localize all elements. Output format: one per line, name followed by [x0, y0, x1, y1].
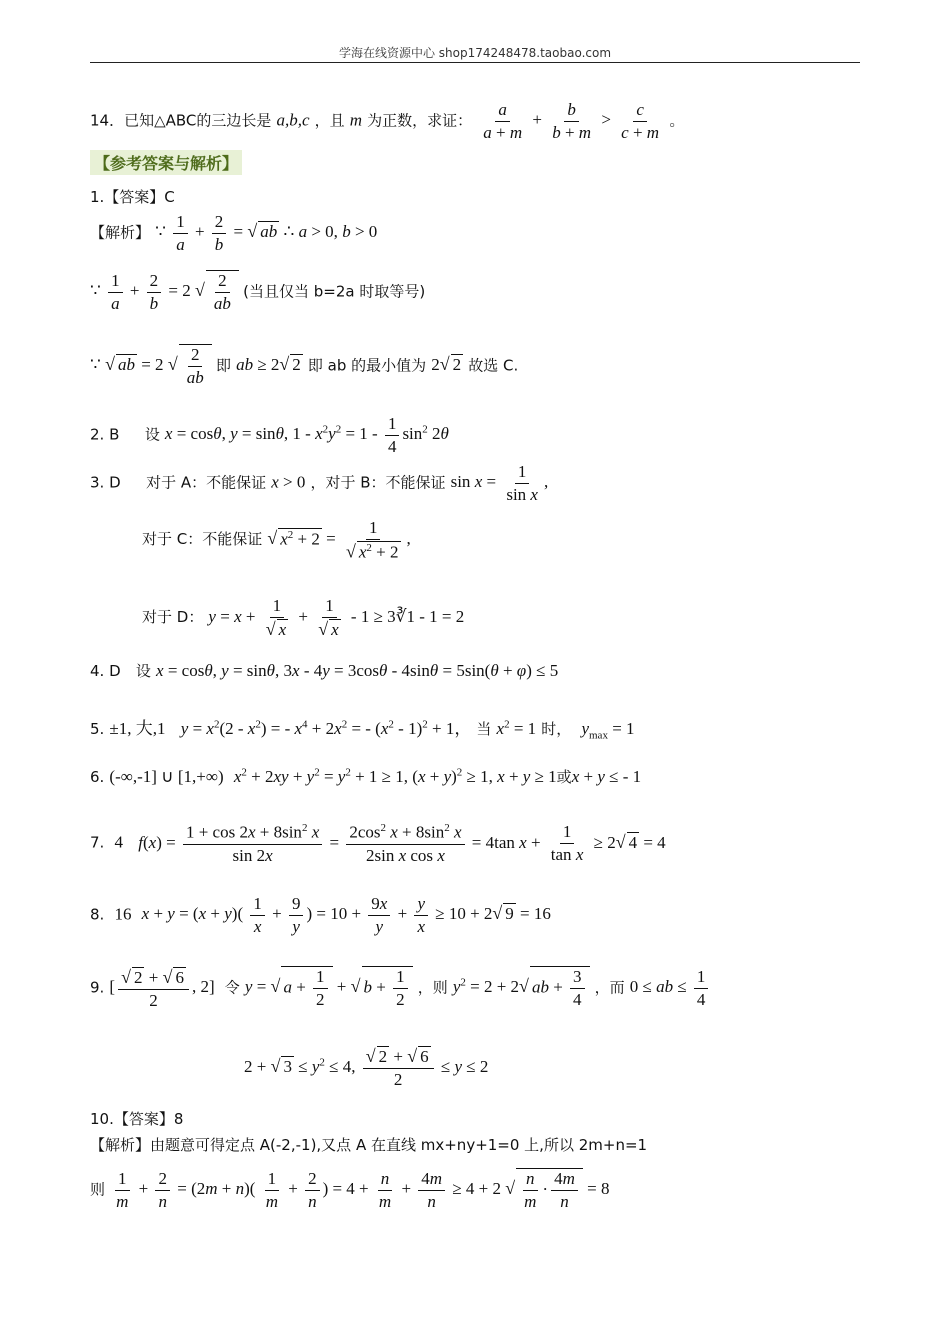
header-divider — [90, 62, 860, 63]
problem-14-inequality: $\frac{a}{a + m}$ + $\frac{b}{b + m}$ > $\frac{c}{c + m}$ — [483, 100, 660, 142]
answer-8-label: 8. — [90, 905, 105, 924]
section-title: 【参考答案与解析】 — [90, 150, 242, 175]
answer-10-step: 则 $\frac{1}{m}$ + $\frac{2}{n}$ = (2m + n)( $\frac{1}{m}$ + $\frac{2}{n}$ ) = 4 + $\frac{n}{m}$ + $\frac{4m}{n}$ ≥ 4 + 2 √ $\frac{n}{m}$ · $\frac{4m}{n}$ = 8 — [90, 1169, 610, 1211]
answer-3-label: 3. D — [90, 473, 121, 492]
answer-1-analysis: 【解析】 ∵ $\frac{1}{a}$ + $\frac{2}{b}$ = √ ab ∴ a > 0, b > 0 — [90, 212, 378, 254]
answer-6: 6. (-∞,-1] ∪ [1,+∞) $x^2 + 2xy + y^2 = y^2 + 1 \ge 1$, $(x + y)^2 \ge 1$, x + y ≥ 1或x + y ≤ - 1 — [90, 766, 642, 786]
answer-3-d: 对于 D： y = x + $\frac{1}{√ x}$ + $\frac{1}{√ x}$ - 1 ≥ 3∛1 - 1 = 2 — [142, 596, 465, 639]
answer-7-label: 7. — [90, 833, 105, 852]
problem-14-sides: a,b,c — [276, 110, 310, 130]
answer-1-step3: ∵ √ ab = 2 √ $\frac{2}{ab}$ 即 ab ≥ 2√ 2 即 ab 的最小值为 2√ 2 故选 C. — [90, 345, 519, 387]
answer-1-condition: 当且仅当 b=2a 时取等号 — [249, 282, 420, 301]
problem-14 — [90, 100, 684, 143]
problem-14-suffix: 为正数，求证： — [367, 111, 473, 130]
answer-3: 3. D 对于 A：不能保证 x > 0 ，对于 B：不能保证 sin x = $\frac{1}{\text{sin x}}$ , — [90, 462, 549, 504]
answer-1-analysis-label: 【解析】 — [90, 223, 151, 242]
page-header: 学海在线资源中心 shop174248478.taobao.com — [338, 46, 612, 60]
answer-7-ans: 4 — [114, 832, 123, 852]
problem-14-m: m — [349, 110, 363, 130]
answer-4-label: 4. D — [90, 662, 121, 680]
answer-2-label: 2. B — [90, 425, 120, 444]
answer-4: 4. D 设 x = cosθ, y = sinθ, 3x - 4y = 3cosθ - 4sinθ = 5sin(θ + φ) ≤ 5 — [90, 661, 559, 680]
problem-14-prefix: 14．已知△ABC的三边长是 — [90, 111, 272, 130]
answer-6-label: 6. — [90, 768, 105, 786]
answer-5: 5. ±1, 大,1 $y = x^2(2 - x^2)$ = - $x^4 + 2x^2$ = - $(x^2 - 1)^2 + 1$， 当 $x^2 = 1$ 时， $y_{max} = 1$ — [90, 718, 635, 742]
answer-10-label: 10.【答案】8 — [90, 1110, 184, 1128]
answer-9-label: 9. — [90, 978, 105, 997]
answer-5-ans: ±1, 大,1 — [109, 719, 166, 738]
answer-9-range: 2 + √ $3 \le y^2 \le 4$, $\frac{√ 2 + √ 6}{2}$ ≤ y ≤ 2 — [244, 1046, 489, 1089]
answer-1-step2: ∵ $\frac{1}{a}$ + $\frac{2}{b}$ = 2 √ $\frac{2}{ab}$ (当且仅当 b=2a 时取等号) — [90, 271, 426, 313]
answer-3-c: 对于 C：不能保证 √ $x^2 + 2$ = $\frac{1}{√ x^2 + 2}$ , — [142, 518, 411, 562]
answer-6-ans: (-∞,-1] ∪ [1,+∞) — [109, 767, 224, 786]
answer-8: 8. 16 x + y = (x + y)( $\frac{1}{x}$ + $\frac{9}{y}$ ) = 10 + $\frac{9x}{y}$ + $\frac{y}{x}$ ≥ 10 + 2√ 9 = 16 — [90, 894, 551, 936]
answer-7: 7. 4 f(x) = $\frac{1 + \cos 2x + 8\sin^2 x}{\sin 2x}$ = $\frac{2\cos^2 x + 8\sin^2 x}{\text{2sin x cos x}}$ = 4tan x + $\frac{1}{\text{tan x}}$ ≥ 2√ 4 = 4 — [90, 822, 666, 865]
answer-1-choose: 故选 C. — [468, 356, 519, 375]
answer-2: 2. B 设 x = cosθ, y = sinθ, $1 - x^2y^2 = 1$ - $\frac{1}{4}$ $\sin^2 2\theta$ — [90, 414, 449, 456]
problem-14-mid: ，且 — [314, 111, 345, 130]
answer-5-label: 5. — [90, 720, 105, 738]
problem-14-end: 。 — [669, 111, 685, 130]
answer-9: 9. [ $\frac{√ 2 + √ 6}{2}$ , 2] 令 y = √ a + $\frac{1}{2}$ + √ b + $\frac{1}{2}$ ，则 $y^2 = 2 + 2√$ ab + $\frac{3}{4}$ ，而 0 ≤ ab ≤ $\frac{1}{4}$ — [90, 966, 711, 1011]
answer-1-min: 即 ab 的最小值为 — [307, 356, 427, 375]
answer-10-analysis: 【解析】由题意可得定点 A(-2,-1),又点 A 在直线 mx+ny+1=0 上,所以 2m+n=1 — [90, 1136, 648, 1154]
answer-8-ans: 16 — [114, 904, 132, 924]
answer-1-label: 1.【答案】C — [90, 188, 175, 206]
